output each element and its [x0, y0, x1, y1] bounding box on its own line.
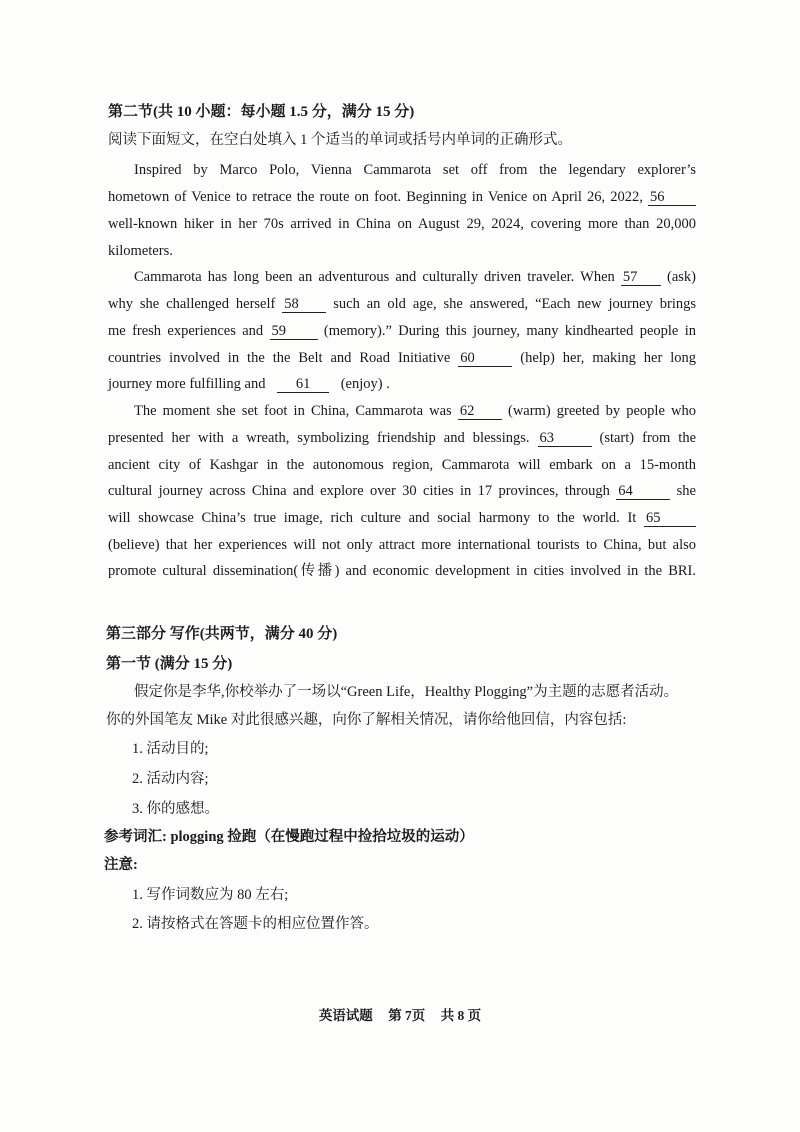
- section-heading: 第二节(共 10 小题：每小题 1.5 分，满分 15 分): [108, 104, 415, 120]
- passage-text: (start) from the: [599, 430, 697, 446]
- writing-prompt: 假定你是李华,你校举办了一场以“Green Life，Healthy Plogging”为主题的志愿者活动。: [134, 684, 679, 700]
- passage-line: [108, 348, 696, 368]
- passage-line: ancient city of Kashgar in the autonomous region, Cammarota will embark on a 15-month: [108, 457, 696, 473]
- passage-text: countries involved in the the Belt and Road Initiative: [108, 350, 451, 366]
- passage-line: kilometers.: [108, 243, 173, 259]
- passage-text: such an old age, she answered, “Each new journey brings: [333, 296, 696, 312]
- blank-65: 65: [644, 510, 696, 527]
- footer-page-number: 第 7页: [388, 1008, 426, 1023]
- writing-prompt: 你的外国笔友 Mike 对此很感兴趣，向你了解相关情况，请你给他回信，内容包括:: [106, 712, 627, 728]
- blank-61: 61: [277, 376, 329, 393]
- passage-line: [108, 294, 696, 314]
- passage-line: promote cultural dissemination(传播) and economic development in cities involved in the BRI.: [108, 563, 696, 579]
- blank-59: 59: [270, 323, 318, 340]
- vocabulary-hint: 参考词汇: plogging 捡跑（在慢跑过程中捡拾垃圾的运动）: [104, 829, 474, 845]
- blank-63: 63: [538, 430, 592, 447]
- requirement-item: 2. 活动内容;: [132, 771, 209, 787]
- passage-text: (warm) greeted by people who: [507, 403, 696, 419]
- passage-text: (enjoy) .: [340, 376, 390, 392]
- part-heading: 第三部分 写作(共两节，满分 40 分): [106, 626, 338, 642]
- blank-58: 58: [282, 296, 326, 313]
- passage-text: presented her with a wreath, symbolizing friendship and blessings.: [108, 430, 530, 446]
- page-footer: [0, 1004, 800, 1024]
- passage-line: [108, 374, 390, 394]
- passage-text: Cammarota has long been an adventurous and culturally driven traveler. When: [134, 269, 615, 285]
- passage-line: well-known hiker in her 70s arrived in China on August 29, 2024, covering more than 20,000: [108, 216, 696, 232]
- passage-text: journey more fulfilling and: [108, 376, 266, 392]
- passage-line: [134, 267, 696, 287]
- blank-62: 62: [458, 403, 502, 420]
- blank-57: 57: [621, 269, 661, 286]
- passage-line: [108, 321, 696, 341]
- blank-56: 56: [648, 189, 696, 206]
- footer-subject: 英语试题: [318, 1008, 373, 1023]
- passage-line: [134, 401, 696, 421]
- passage-text: (ask): [667, 269, 696, 285]
- section-instruction: 阅读下面短文，在空白处填入 1 个适当的单词或括号内单词的正确形式。: [108, 132, 572, 148]
- blank-64: 64: [616, 483, 670, 500]
- note-item: 1. 写作词数应为 80 左右;: [132, 887, 289, 903]
- passage-line: [108, 428, 696, 448]
- passage-text: cultural journey across China and explore over 30 cities in 17 provinces, through: [108, 483, 610, 499]
- passage-line: Inspired by Marco Polo, Vienna Cammarota set off from the legendary explorer’s: [134, 162, 696, 178]
- blank-60: 60: [458, 350, 512, 367]
- passage-line: [108, 481, 696, 501]
- notes-label: 注意:: [104, 857, 138, 873]
- requirement-item: 3. 你的感想。: [132, 801, 219, 817]
- passage-text: (memory).” During this journey, many kindhearted people in: [323, 323, 696, 339]
- passage-line: (believe) that her experiences will not only attract more international tourists to China, but also: [108, 537, 696, 553]
- passage-text: will showcase China’s true image, rich culture and social harmony to the world. It: [108, 510, 637, 526]
- passage-line: [108, 187, 696, 207]
- requirement-item: 1. 活动目的;: [132, 741, 209, 757]
- passage-text: (help) her, making her long: [520, 350, 697, 366]
- passage-text: hometown of Venice to retrace the route on foot. Beginning in Venice on April 26, 2022,: [108, 189, 643, 205]
- sub-heading: 第一节 (满分 15 分): [106, 656, 233, 672]
- passage-text: me fresh experiences and: [108, 323, 264, 339]
- footer-total-pages: 共 8 页: [440, 1008, 482, 1023]
- note-item: 2. 请按格式在答题卡的相应位置作答。: [132, 916, 379, 932]
- passage-line: [108, 508, 696, 528]
- passage-text: The moment she set foot in China, Cammarota was: [134, 403, 452, 419]
- passage-text: why she challenged herself: [108, 296, 276, 312]
- passage-text: she: [676, 483, 696, 499]
